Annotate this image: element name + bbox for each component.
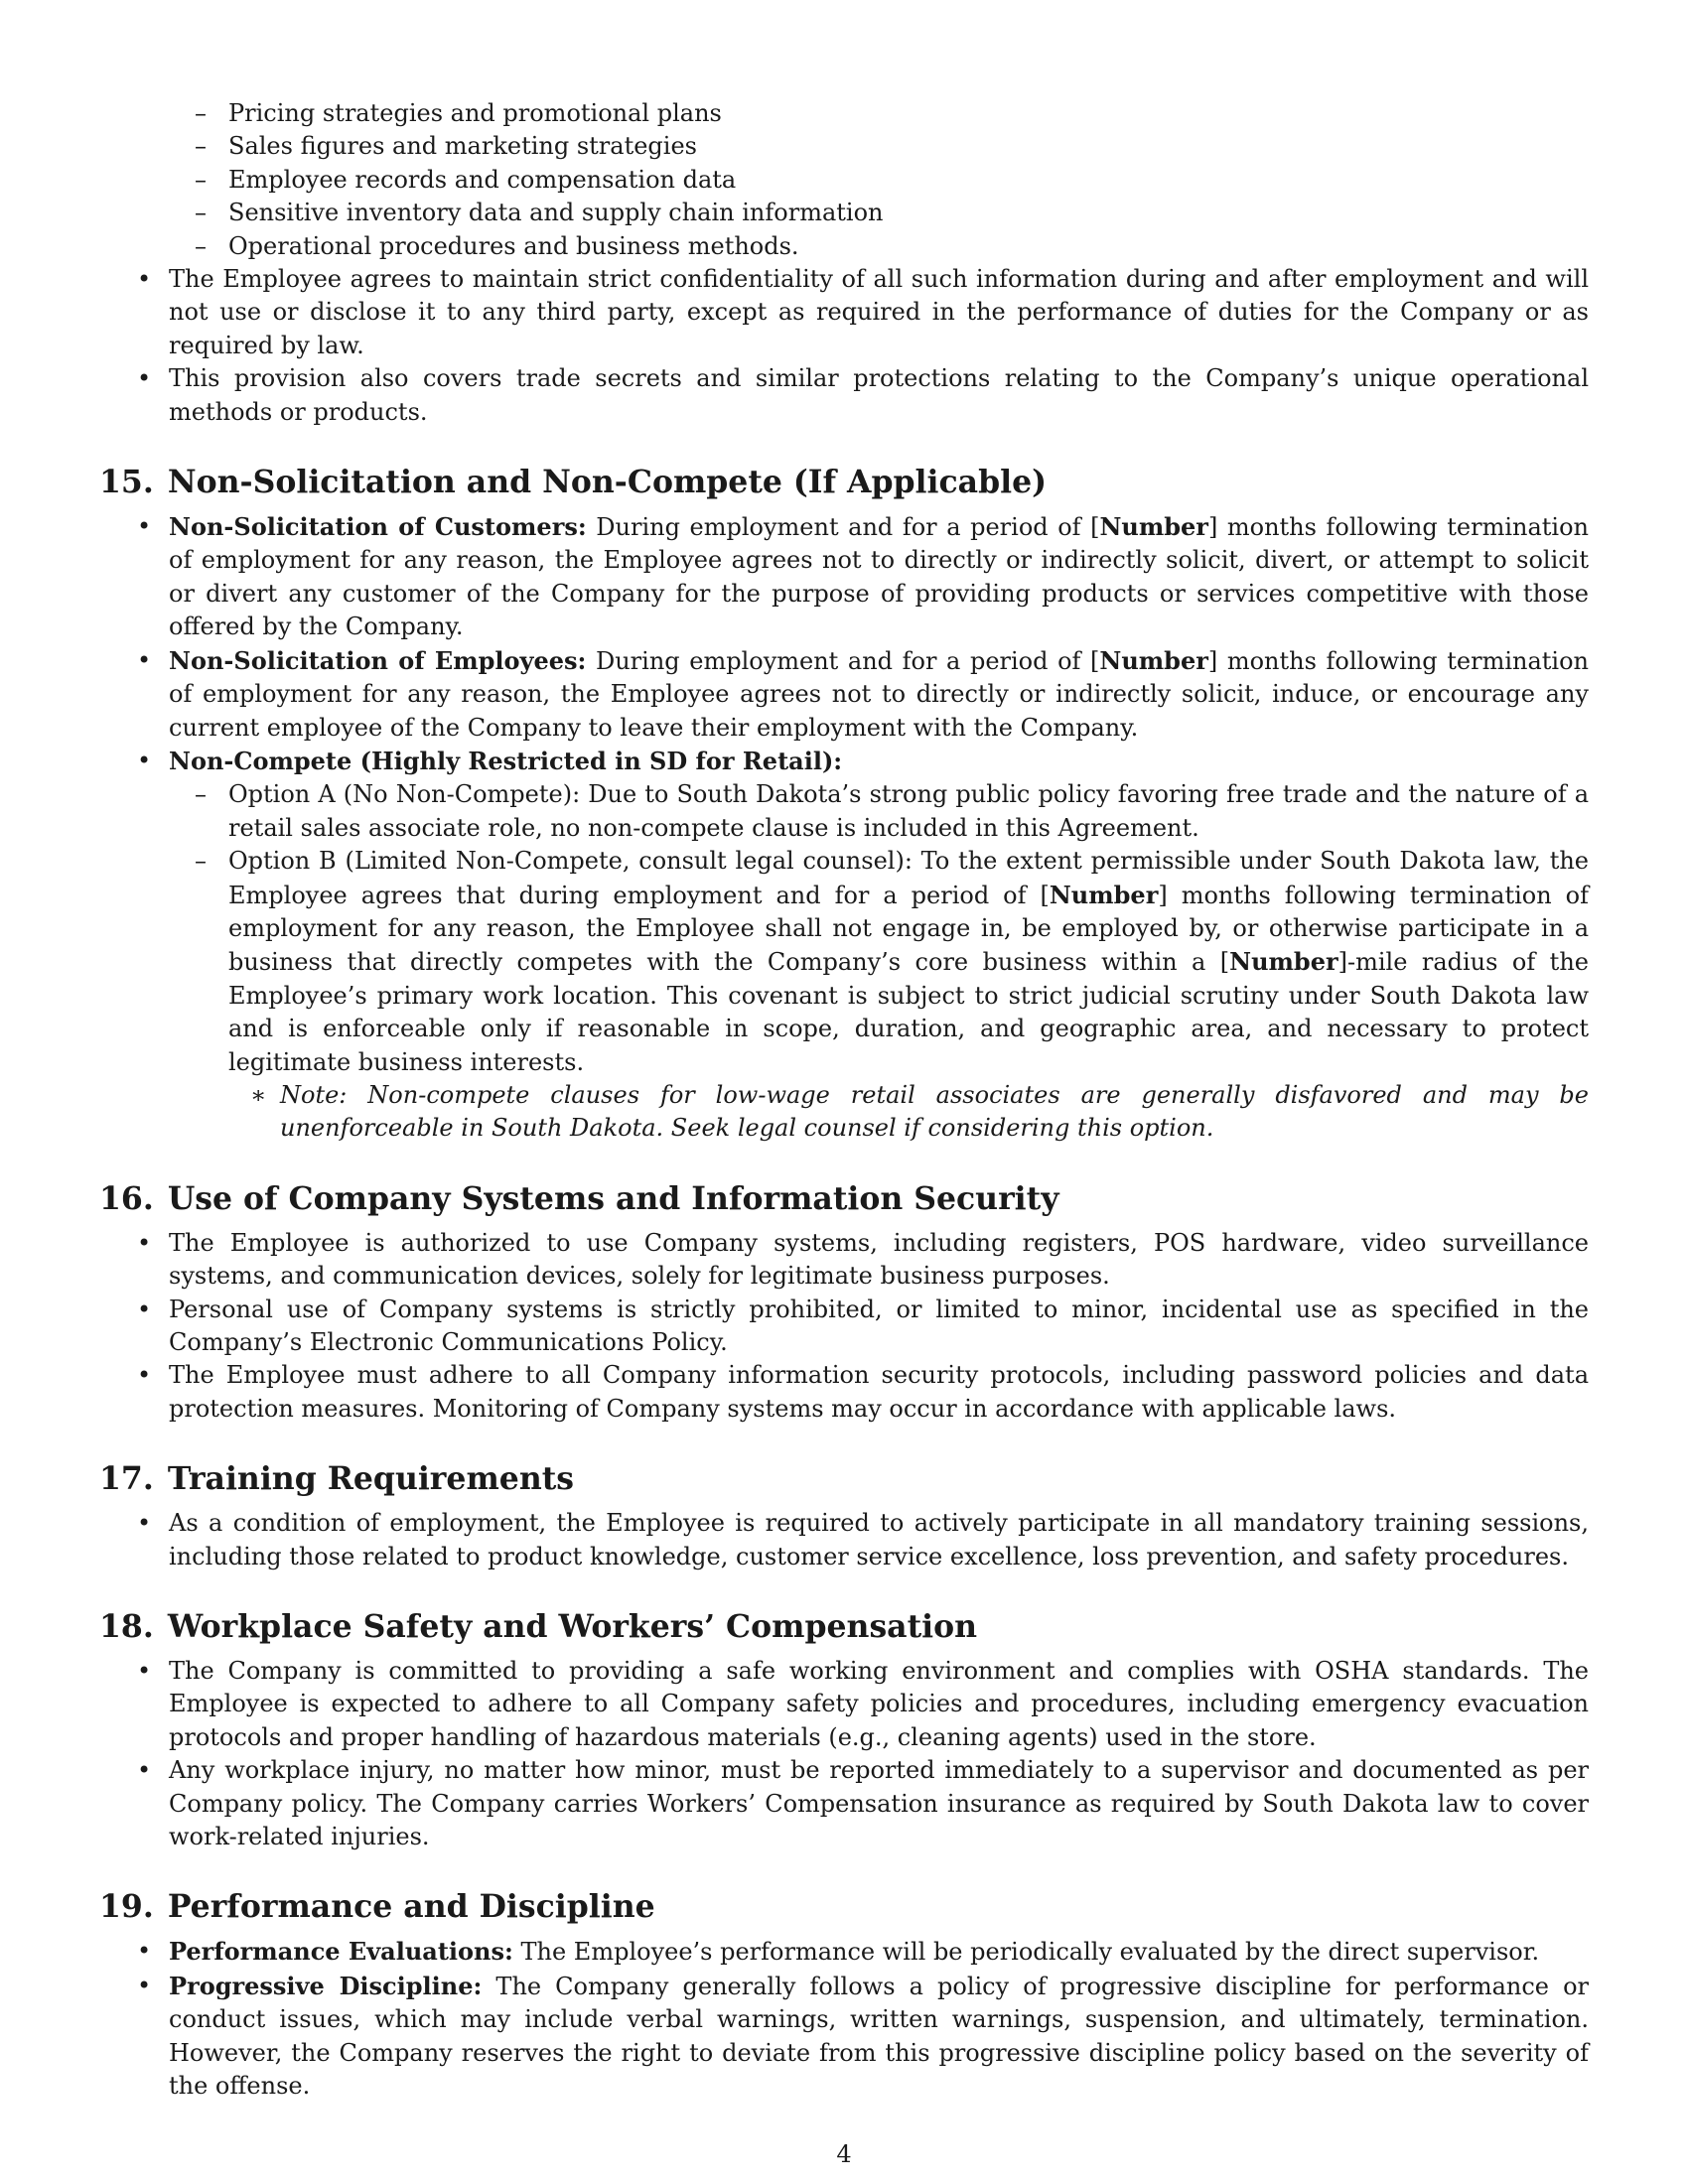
clause-text: ] months following termination of employment for any reason, the Employee agrees not to directly or indirectly solicit, induce, or encourage any current employee of the Company to leave their employment with the Company. [169,646,1590,742]
list-item: • The Employee must adhere to all Company information security protocols, including password policies and data protection measures. Monitoring of Company systems may occur in accordance with applicable laws. [99,1359,1589,1426]
clause-label: Non-Compete (Highly Restricted in SD for Retail): [169,746,843,775]
list-item: – Pricing strategies and promotional plans [99,97,1589,130]
option-a: – Option A (No Non-Compete): Due to South Dakota’s strong public policy favoring free trade and the nature of a retail sales associate role, no non-compete clause is included in this Agreement. [99,778,1589,845]
page-number: 4 [836,2140,852,2168]
list-item: – Employee records and compensation data [99,164,1589,197]
progressive-discipline [99,1970,1589,2104]
section-18-heading [99,1607,1589,1647]
list-item: • Personal use of Company systems is strictly prohibited, or limited to minor, incidental use as specified in the Company’s Electronic Communications Policy. [99,1294,1589,1360]
number-placeholder: Number [1099,645,1208,675]
section-16-list [99,1227,1589,1426]
clause-text: During employment and for a period of [ [586,513,1100,542]
clause-text: The Employee’s performance will be periodically evaluated by the direct supervisor. [512,1938,1540,1967]
option-b [99,845,1589,1079]
section-number: 15. [99,464,154,501]
clause-label: Non-Solicitation of Employees: [169,645,587,675]
section-number: 17. [99,1460,154,1498]
non-compete-options [99,778,1589,1079]
list-item: • This provision also covers trade secrets and similar protections relating to the Company’s unique operational methods or products. [99,362,1589,429]
section-15-heading [99,463,1589,502]
clause-text: ] months following termination of employment for any reason, the Employee shall not engage in, be employed by, or otherwise participate in a business that directly competes with the Company’s core business within a [ [228,881,1589,977]
list-item: • The Company is committed to providing a safe working environment and complies with OSHA standards. The Employee is expected to adhere to all Company safety policies and procedures, including emergency evacuation protocols and proper handling of hazardous materials (e.g., cleaning agents) used in the store. [99,1655,1589,1754]
list-item: • The Employee is authorized to use Company systems, including registers, POS hardware, video surveillance systems, and communication devices, solely for legitimate business purposes. [99,1227,1589,1294]
list-item: • As a condition of employment, the Employee is required to actively participate in all mandatory training sessions, including those related to product knowledge, customer service excellence, loss prevention, and safety procedures. [99,1507,1589,1573]
clause-label: Progressive Discipline: [169,1971,483,2000]
section-title: Training Requirements [167,1460,575,1498]
non-compete [99,745,1589,778]
section-17-list [99,1507,1589,1573]
list-item: • The Employee agrees to maintain strict confidentiality of all such information during and after employment and will not use or disclose it to any third party, except as required in the performance of duties for the Company or as required by law. [99,263,1589,362]
clause-text: Option B (Limited Non-Compete, consult legal counsel): To the extent permissible under South Dakota law, the Employee agrees that during employment and for a period of [ [228,847,1589,909]
section-number: 18. [99,1608,154,1646]
section-19-list [99,1935,1589,2103]
clause-label: Performance Evaluations: [169,1937,513,1967]
list-item: – Sales figures and marketing strategies [99,130,1589,163]
list-item: – Operational procedures and business methods. [99,230,1589,263]
section-16-heading [99,1179,1589,1219]
clause-text: The Company generally follows a policy of progressive discipline for performance or conduct issues, which may include verbal warnings, written warnings, suspension, and ultimately, termination. However, the Company reserves the right to deviate from this progressive discipline policy based on the severity of the offense. [169,1972,1590,2101]
non-solicitation-employees [99,644,1589,745]
section-number: 16. [99,1179,154,1217]
clause-text: During employment and for a period of [ [586,646,1100,675]
note: ∗ Note: Non-compete clauses for low-wage retail associates are generally disfavored and may be unenforceable in South Dakota. Seek legal counsel if considering this option. [99,1079,1589,1146]
section-15-list [99,510,1589,778]
section-18-list [99,1655,1589,1853]
section-title: Performance and Discipline [167,1888,655,1926]
number-placeholder: Number [1099,512,1208,542]
clause-text: ] months following termination of employment for any reason, the Employee agrees not to directly or indirectly solicit, divert, or attempt to solicit or divert any customer of the Company for the purpose of providing products or services competitive with those offered by the Company. [169,513,1589,641]
section-17-heading [99,1459,1589,1499]
section-number: 19. [99,1888,154,1926]
intro-sub-list [99,97,1589,263]
performance-evaluations [99,1935,1589,1969]
intro-bullet-list [99,263,1589,429]
list-item: – Sensitive inventory data and supply chain information [99,197,1589,229]
non-solicitation-customers [99,510,1589,644]
non-compete-note-list [99,1079,1589,1146]
clause-label: Non-Solicitation of Customers: [169,512,587,542]
section-19-heading [99,1887,1589,1927]
section-title: Workplace Safety and Workers’ Compensation [167,1608,978,1646]
clause-text: ]-mile radius of the Employee’s primary work location. This covenant is subject to strict judicial scrutiny under South Dakota law and is enforceable only if reasonable in scope, duration, and geographic area, and necessary to protect legitimate business interests. [228,948,1589,1076]
document-page [99,97,1589,2104]
list-item: • Any workplace injury, no matter how minor, must be reported immediately to a supervisor and documented as per Company policy. The Company carries Workers’ Compensation insurance as required by South Dakota law to cover work-related injuries. [99,1754,1589,1853]
number-placeholder: Number [1049,880,1159,909]
section-title: Use of Company Systems and Information Security [167,1179,1059,1217]
section-title: Non-Solicitation and Non-Compete (If Applicable) [167,464,1048,501]
number-placeholder: Number [1229,947,1338,977]
